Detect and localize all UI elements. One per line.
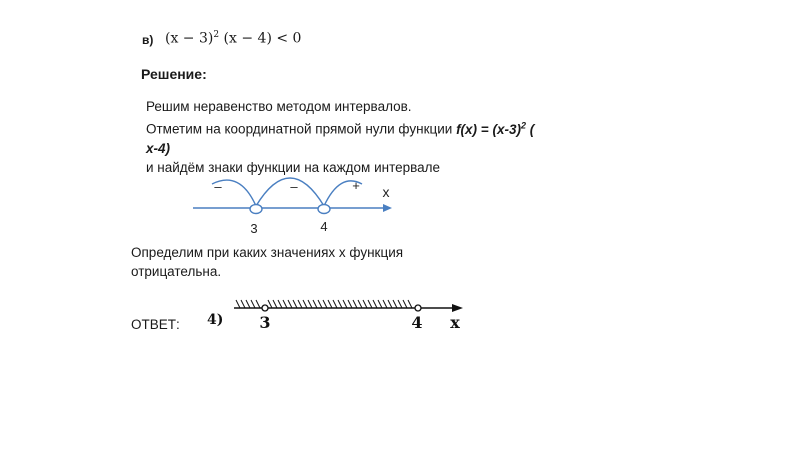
sign-label-2: – <box>290 179 298 194</box>
step-2-line-1: Определим при каких значениях х функция <box>131 245 404 260</box>
answer-axis-label: x <box>450 313 460 332</box>
interval-axis-label: х <box>382 184 390 200</box>
inequality-rest: (x − 4) < 0 <box>219 30 302 47</box>
answer-label-4: 4 <box>411 313 423 332</box>
solution-line-1: Решим неравенство методом интервалов. <box>146 99 412 114</box>
line-2-prefix: Отметим на координатной прямой нули функции <box>146 121 457 137</box>
solution-line-3: x-4) <box>146 140 171 156</box>
problem-label: в) <box>142 33 154 47</box>
answer-option-number: 4) <box>207 312 224 328</box>
formula-part-1: f(x) = (x-3) <box>456 121 521 137</box>
sign-label-1: – <box>214 179 222 194</box>
answer-label-3: 3 <box>259 313 271 332</box>
answer-point-4 <box>415 305 421 311</box>
answer-label: ОТВЕТ: <box>131 317 180 332</box>
sign-label-3: + <box>352 178 360 193</box>
inequality-base: (x − 3) <box>165 30 214 47</box>
answer-axis-arrow <box>452 304 463 312</box>
formula-part-2: ( <box>525 121 535 137</box>
formula-exponent: 2 <box>520 120 526 130</box>
solution-line-4: и найдём знаки функции на каждом интервале <box>146 159 441 175</box>
zero-label-4: 4 <box>320 219 328 234</box>
step-2-line-2: отрицательна. <box>131 264 222 279</box>
solution-heading: Решение: <box>141 66 207 82</box>
zero-label-3: 3 <box>250 221 258 236</box>
inequality-exponent: 2 <box>213 30 220 40</box>
answer-point-3 <box>262 305 268 311</box>
